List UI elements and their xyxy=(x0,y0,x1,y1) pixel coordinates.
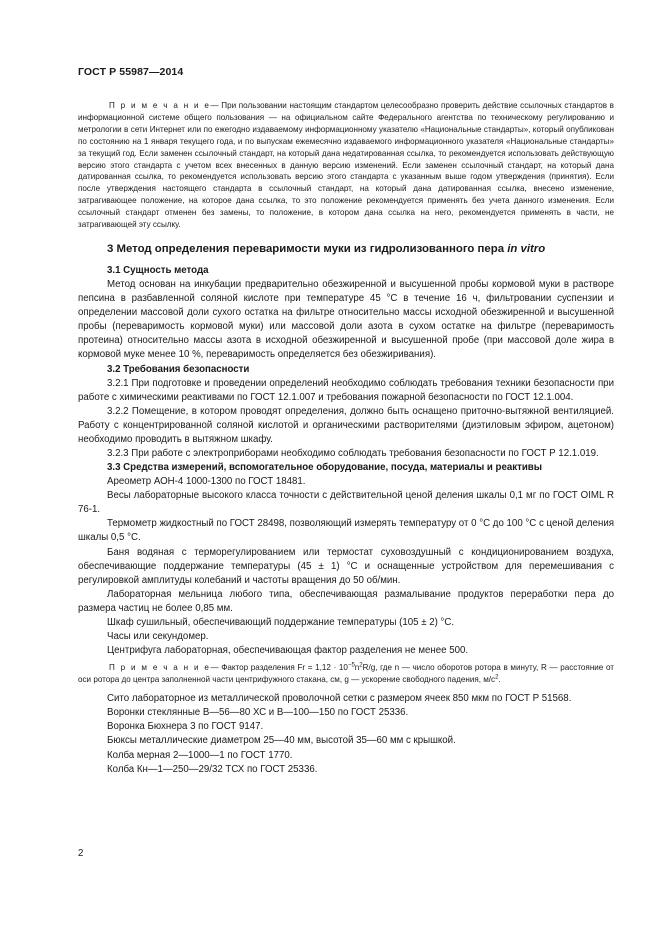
equipment-item: Колба Кн—1—250—29/32 ТСХ по ГОСТ 25336. xyxy=(107,763,318,775)
note-exponent: 2 xyxy=(359,662,363,669)
note-separation-factor xyxy=(78,662,614,686)
equipment-item: Шкаф сушильный, обеспечивающий поддержание температуры (105 ± 2) °С. xyxy=(107,617,455,629)
note-text-part: . xyxy=(498,675,501,685)
equipment-item: Термометр жидкостный по ГОСТ 28498, позволяющий измерять температуру от 0 °С до 100 °С с ценой деления шкалы 0,5 °С. xyxy=(78,518,614,544)
equipment-item: Ареометр АОН-4 1000-1300 по ГОСТ 18481. xyxy=(107,476,306,488)
paragraph-3-2-3: 3.2.3 При работе с электроприборами необходимо соблюдать требования безопасности по ГОСТ Р 12.1.019. xyxy=(107,448,599,459)
note-exponent: 2 xyxy=(495,674,499,681)
equipment-item: Весы лабораторные высокого класса точности с действительной ценой деления шкалы 0,1 мг по ГОСТ OIML R 76-1. xyxy=(78,490,614,516)
equipment-item: Воронки стеклянные В—56—80 ХС и В—100—150 по ГОСТ 25336. xyxy=(107,707,409,719)
section-3-1-text: Метод основан на инкубации предварительно обезжиренной и высушенной пробы кормовой муки в растворе пепсина в разбавленной соляной кислоте при температуре 45 °С в течение 16 ч, фильтровании суспензии и определении массовой доли сухого остатка на фильтре относительно массы исходной обезжиренной и высушенной пробы (переваримость кормовой муки) или массовой доли азота в сухом остатке на фильтре (переваримость протеина) относительно массы азота в исходной обезжиренной и высушенной пробе (при массовой доле жира в кормовой муке менее 10 %, переваримость определяется без обезжиривания). xyxy=(78,278,614,361)
section-3-3-heading: 3.3 Средства измерений, вспомогательное оборудование, посуда, материалы и реактивы xyxy=(107,462,543,474)
note-text-part: n xyxy=(354,663,360,673)
equipment-item: Сито лабораторное из металлической проволочной сетки с размером ячеек 850 мкм по ГОСТ Р 51568. xyxy=(107,693,572,705)
note-exponent: −5 xyxy=(347,662,355,669)
note-text-part: R/g, где n — число оборотов ротора в минуту, R — расстояние от оси ротора до центра заполненной части центрифужного стакана, см, g — ускорение свободного падения, м/с xyxy=(78,663,614,685)
document-header: ГОСТ Р 55987—2014 xyxy=(78,66,184,78)
note-text: — При пользовании настоящим стандартом целесообразно проверить действие ссылочных стандартов в информационной системе общего пользования — на официальном сайте Федерального агентства по техническому регулированию и метрологии в сети Интернет или по ежегодно издаваемому информационному указателю «Национальные стандарты», который опубликован по состоянию на 1 января текущего года, и по выпускам ежемесячно издаваемого информационного указателя «Национальные стандарты» за текущий год. Если заменен ссылочный стандарт, на который дана недатированная ссылка, то рекомендуется использовать действующую версию этого стандарта с учетом всех внесенных в данную версию изменений. Если заменен ссылочный стандарт, на который дана датированная ссылка, то рекомендуется использовать версию этого стандарта с указанным выше годом утверждения (принятия). Если после утверждения настоящего стандарта в ссылочный стандарт, на который дана датированная ссылка, внесено изменение, затрагивающее положение, на которое дана ссылка, то это положение рекомендуется применять без учета данного изменения. Если ссылочный стандарт отменен без замены, то положение, в котором дана ссылка на него, рекомендуется применять в части, не затрагивающей эту ссылку. xyxy=(78,101,614,230)
paragraph-3-2-1: 3.2.1 При подготовке и проведении определений необходимо соблюдать требования техники безопасности при работе с химическими реактивами по ГОСТ 12.1.007 и требования пожарной безопасности по ГОСТ 12.1.004. xyxy=(78,377,614,403)
equipment-item: Центрифуга лабораторная, обеспечивающая фактор разделения не менее 500. xyxy=(107,645,469,657)
page-number: 2 xyxy=(78,848,84,859)
paragraph-3-2-2: 3.2.2 Помещение, в котором проводят определения, должно быть оснащено приточно-вытяжной вентиляцией. Работу с концентрированной соляной кислотой и органическими растворителями (диэтиловым эфиром, ацетоном) необходимо проводить в вытяжном шкафу. xyxy=(78,405,614,445)
note-text-part: — Фактор разделения Fr = 1,12 · 10 xyxy=(210,663,348,673)
note-references xyxy=(78,100,614,231)
equipment-item: Лабораторная мельница любого типа, обеспечивающая размалывание продуктов переработки пера до размера частиц не более 0,85 мм. xyxy=(78,588,614,614)
note-label: П р и м е ч а н и е xyxy=(109,663,211,673)
equipment-item: Бюксы металлические диаметром 25—40 мм, высотой 35—60 мм с крышкой. xyxy=(107,735,456,747)
section-3-title xyxy=(78,243,614,255)
equipment-item: Часы или секундомер. xyxy=(107,631,209,643)
section-3-1-heading: 3.1 Сущность метода xyxy=(107,264,209,276)
section-3-title-italic: in vitro xyxy=(507,242,546,255)
equipment-item: Баня водяная с терморегулированием или термостат суховоздушный с кондиционированием воздуха, обеспечивающие поддержание температуры (45 ± 1) °С и оснащенные устройством для перемешивания с регулировкой амплитуды колебаний и частоты вращения до 50 об/мин. xyxy=(78,546,614,586)
note-label: П р и м е ч а н и е xyxy=(109,101,211,110)
equipment-item: Воронка Бюхнера 3 по ГОСТ 9147. xyxy=(107,721,264,733)
section-3-2-heading: 3.2 Требования безопасности xyxy=(107,363,250,375)
equipment-item: Колба мерная 2—1000—1 по ГОСТ 1770. xyxy=(107,749,293,761)
section-3-title-main: 3 Метод определения переваримости муки из гидролизованного пера xyxy=(107,242,508,255)
